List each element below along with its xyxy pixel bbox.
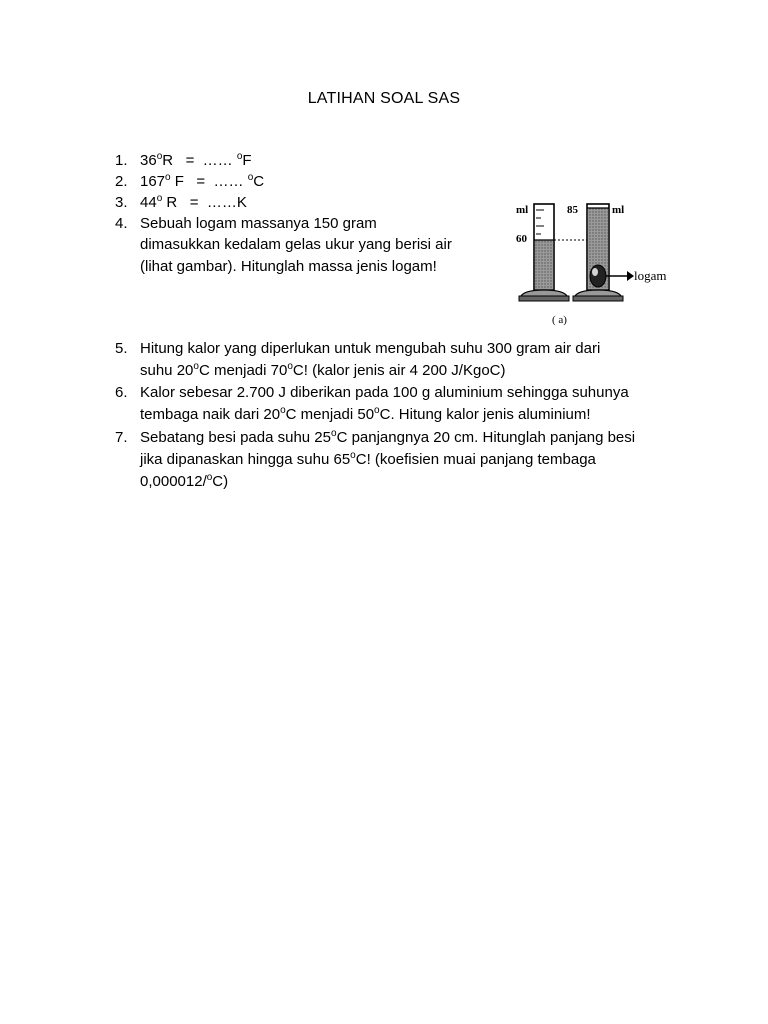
question-line: dimasukkan kedalam gelas ukur yang berisi air [140, 236, 452, 253]
page-title: LATIHAN SOAL SAS [307, 90, 461, 107]
ml-label-right: ml [612, 204, 625, 216]
question-number: 6. [115, 384, 128, 401]
level-label-right: 85 [567, 204, 578, 216]
question-text: 44$^o$ R = ……K [140, 193, 247, 211]
question-line: tembaga naik dari 20$^o$C menjadi 50$^o$C. Hitung kalor jenis aluminium! [140, 405, 591, 423]
figure-caption: ( a) [552, 314, 567, 326]
question-line: Sebatang besi pada suhu 25$^o$C panjangnya 20 cm. Hitunglah panjang besi [140, 428, 636, 446]
question-number: 1. [115, 152, 128, 169]
measuring-cylinders-figure [508, 196, 678, 331]
question-line: jika dipanaskan hingga suhu 65$^o$C! (koefisien muai panjang tembaga [140, 450, 596, 468]
left-cylinder [519, 204, 569, 301]
question-line: suhu 20$^o$C menjadi 70$^o$C! (kalor jenis air 4 200 J/KgoC) [140, 361, 506, 379]
question-text: 36$^o$R = …… $^o$F [140, 151, 252, 169]
arrow-head-icon [627, 271, 634, 281]
question-number: 3. [115, 194, 128, 211]
question-line: Hitung kalor yang diperlukan untuk mengubah suhu 300 gram air dari [140, 340, 601, 357]
ml-label-left: ml [516, 204, 529, 216]
question-number: 7. [115, 429, 128, 446]
question-number: 5. [115, 340, 128, 357]
question-line: (lihat gambar). Hitunglah massa jenis logam! [140, 258, 437, 275]
question-line: 0,000012/$^o$C) [140, 472, 229, 490]
question-number: 2. [115, 173, 128, 190]
question-number: 4. [115, 215, 128, 232]
question-line: Sebuah logam massanya 150 gram [140, 215, 377, 232]
question-text: 167$^o$ F = …… $^o$C [140, 172, 265, 190]
right-cylinder [573, 204, 623, 301]
level-label-left: 60 [516, 233, 527, 245]
question-line: Kalor sebesar 2.700 J diberikan pada 100 g aluminium sehingga suhunya [140, 384, 629, 401]
logam-label: logam [634, 268, 667, 283]
